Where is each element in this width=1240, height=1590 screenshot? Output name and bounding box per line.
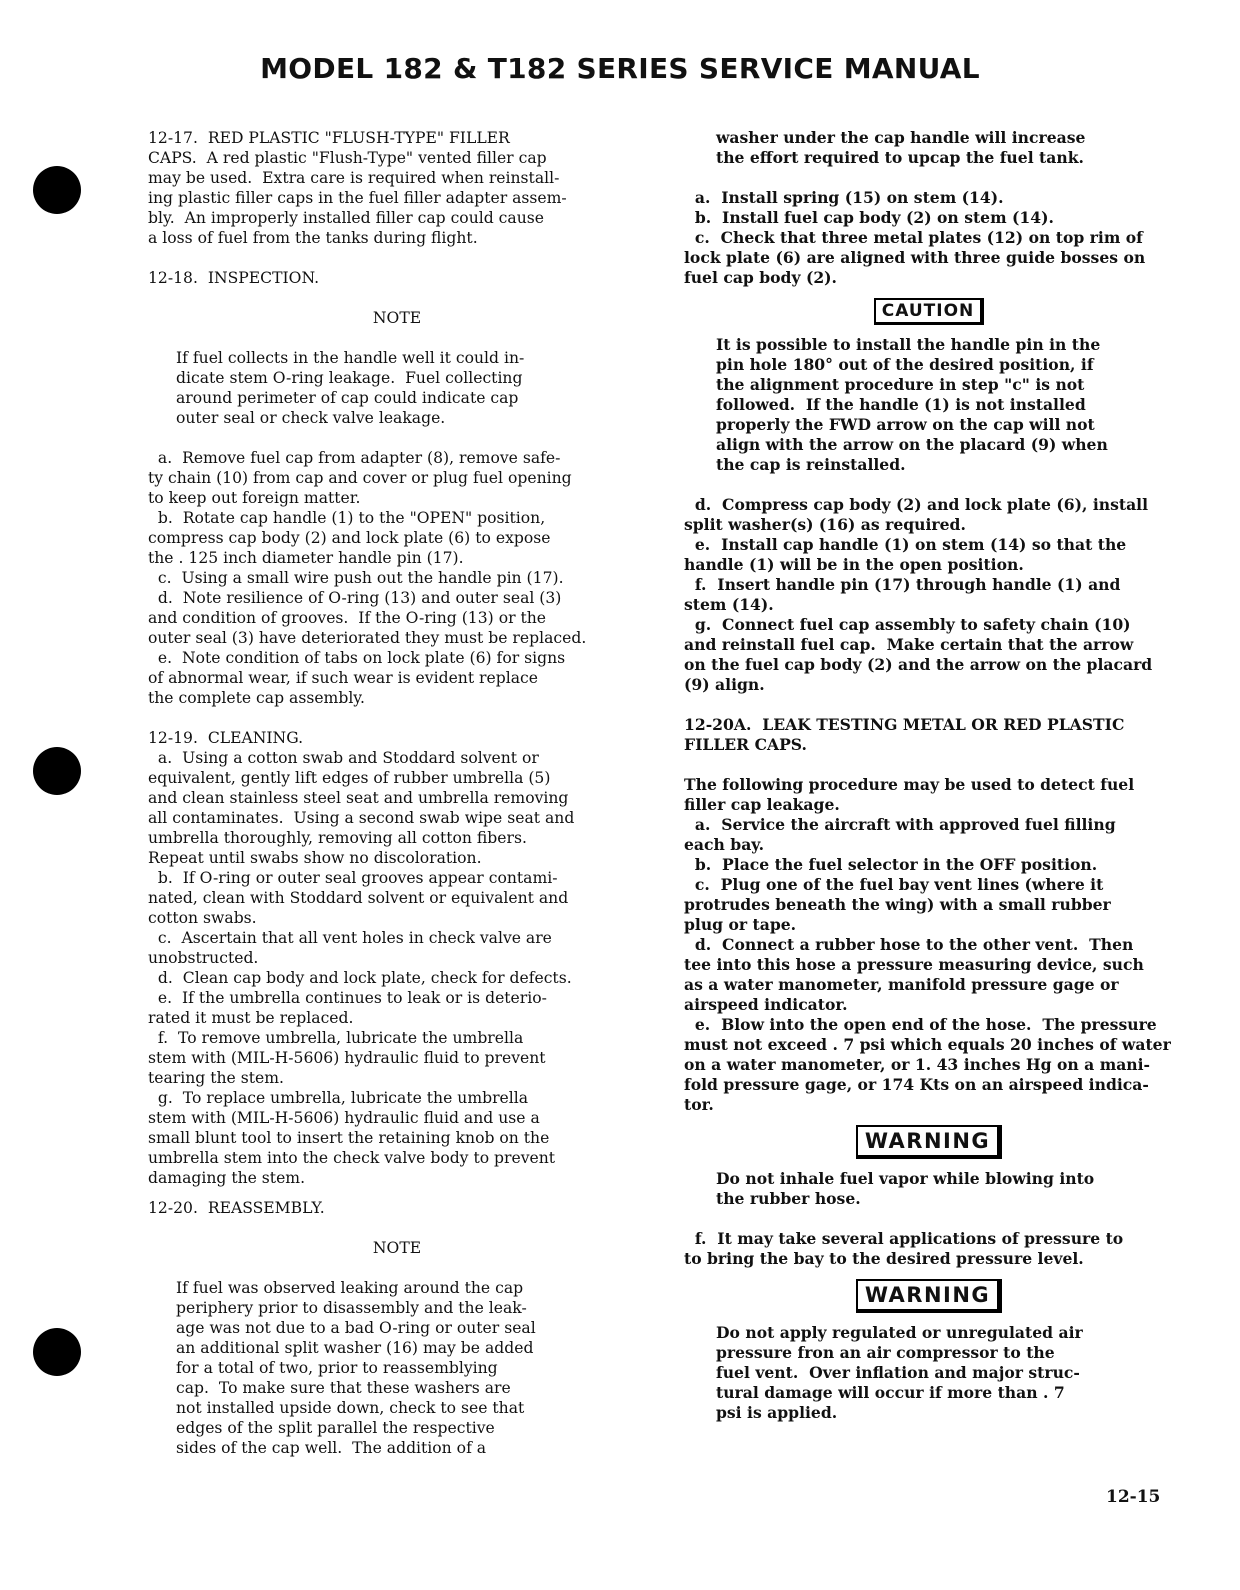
note-text-2-continued: washer under the cap handle will increase the effort required to upcap the fuel tank. [716,128,1086,167]
note-label-1: NOTE [372,309,422,327]
reassembly-steps-d-g: d. Compress cap body (2) and lock plate (6), install split washer(s) (16) as required. e. Install cap handle (1) on stem (14) so that the handle (1) will be in the open position. f. Insert handle pin (17) through handle (1) and stem (14). g. Connect fuel cap assembly to safety chain (10) and reinstall fuel cap. Make certain that the arrow on the fuel cap body (2) and the arrow on the placard (9) align. [684,495,1153,694]
leak-test-step-f: f. It may take several applications of pressure to to bring the bay to the desired pressure level. [684,1229,1124,1268]
section-12-18-heading: 12-18. INSPECTION. [148,269,320,287]
inspection-steps: a. Remove fuel cap from adapter (8), remove safe- ty chain (10) from cap and cover or plug fuel opening to keep out foreign matter. b. Rotate cap handle (1) to the "OPEN" position, compress cap body (2) and lock plate (6) to expose the . 125 inch diameter handle pin (17). c. Using a small wire push out the handle pin (17). d. Note resilience of O-ring (13) and outer seal (3) and condition of grooves. If the O-ring (13) or the outer seal (3) have deteriorated they must be replaced. e. Note condition of tabs on lock plate (6) for signs of abnormal wear, if such wear is evident replace the complete cap assembly. [148,449,587,707]
binder-hole-middle [33,747,81,795]
note-text-2: If fuel was observed leaking around the cap periphery prior to disassembly and the leak- age was not due to a bad O-ring or outer seal an additional split washer (16) may be added for a total of two, prior to reassemblying cap. To make sure that these washers are not installed upside down, check to see that edges of the split parallel the respective sides of the cap well. The addition of a [176,1279,536,1457]
section-12-20-heading: 12-20. REASSEMBLY. [148,1199,325,1217]
caution-label: CAUTION [874,298,985,325]
note-text-1: If fuel collects in the handle well it could in- dicate stem O-ring leakage. Fuel collecting around perimeter of cap could indicate cap outer seal or check valve leakage. [176,349,525,427]
leak-test-intro: The following procedure may be used to detect fuel filler cap leakage. [684,775,1135,814]
section-12-19-heading: 12-19. CLEANING. [148,729,304,747]
note-label-2: NOTE [372,1239,422,1257]
binder-hole-top [33,166,81,214]
binder-hole-bottom [33,1328,81,1376]
left-column [148,128,646,1458]
caution-text: It is possible to install the handle pin in the pin hole 180° out of the desired position, if the alignment procedure in step "c" is not followed. If the handle (1) is not installed properly the FWD arrow on the cap will not align with the arrow on the placard (9) when the cap is reinstalled. [716,335,1108,474]
reassembly-steps-a-c: a. Install spring (15) on stem (14). b. Install fuel cap body (2) on stem (14). c. Check that three metal plates (12) on top rim of lock plate (6) are aligned with three guide bosses on fuel cap body (2). [684,188,1146,287]
warning-text-1: Do not inhale fuel vapor while blowing into the rubber hose. [716,1169,1095,1208]
leak-test-steps: a. Service the aircraft with approved fuel filling each bay. b. Place the fuel selector in the OFF position. c. Plug one of the fuel bay vent lines (where it protrudes beneath the wing) with a small rubber plug or tape. d. Connect a rubber hose to the other vent. Then tee into this hose a pressure measuring device, such as a water manometer, manifold pressure gage or airspeed indicator. e. Blow into the open end of the hose. The pressure must not exceed . 7 psi which equals 20 inches of water on a water manometer, or 1. 43 inches Hg on a mani- fold pressure gage, or 174 Kts on an airspeed indica- tor. [684,815,1171,1114]
page-title: MODEL 182 & T182 SERIES SERVICE MANUAL [260,52,980,85]
warning-label-1: WARNING [856,1125,1002,1159]
section-12-20a-heading: 12-20A. LEAK TESTING METAL OR RED PLASTIC FILLER CAPS. [684,715,1125,754]
warning-label-2: WARNING [856,1279,1002,1313]
page-number: 12-15 [1106,1487,1161,1507]
cleaning-steps: a. Using a cotton swab and Stoddard solvent or equivalent, gently lift edges of rubber umbrella (5) and clean stainless steel seat and umbrella removing all contaminates. Using a second swab wipe seat and umbrella thoroughly, removing all cotton fibers. Repeat until swabs show no discoloration. b. If O-ring or outer seal grooves appear contami- nated, clean with Stoddard solvent or equivalent and cotton swabs. c. Ascertain that all vent holes in check valve are unobstructed. d. Clean cap body and lock plate, check for defects. e. If the umbrella continues to leak or is deterio- rated it must be replaced. f. To remove umbrella, lubricate the umbrella stem with (MIL-H-5606) hydraulic fluid to prevent tearing the stem. g. To replace umbrella, lubricate the umbrella stem with (MIL-H-5606) hydraulic fluid and use a small blunt tool to insert the retaining knob on the umbrella stem into the check valve body to prevent damaging the stem. [148,749,575,1187]
warning-text-2: Do not apply regulated or unregulated air pressure fron an air compressor to the fuel vent. Over inflation and major struc- tural damage will occur if more than . 7 psi is applied. [716,1323,1083,1422]
right-column [684,128,1174,1423]
section-12-17: 12-17. RED PLASTIC "FLUSH-TYPE" FILLER CAPS. A red plastic "Flush-Type" vented filler cap may be used. Extra care is required when reinstall- ing plastic filler caps in the fuel filler adapter assem- bly. An improperly installed filler cap could cause a loss of fuel from the tanks during flight. [148,129,567,247]
